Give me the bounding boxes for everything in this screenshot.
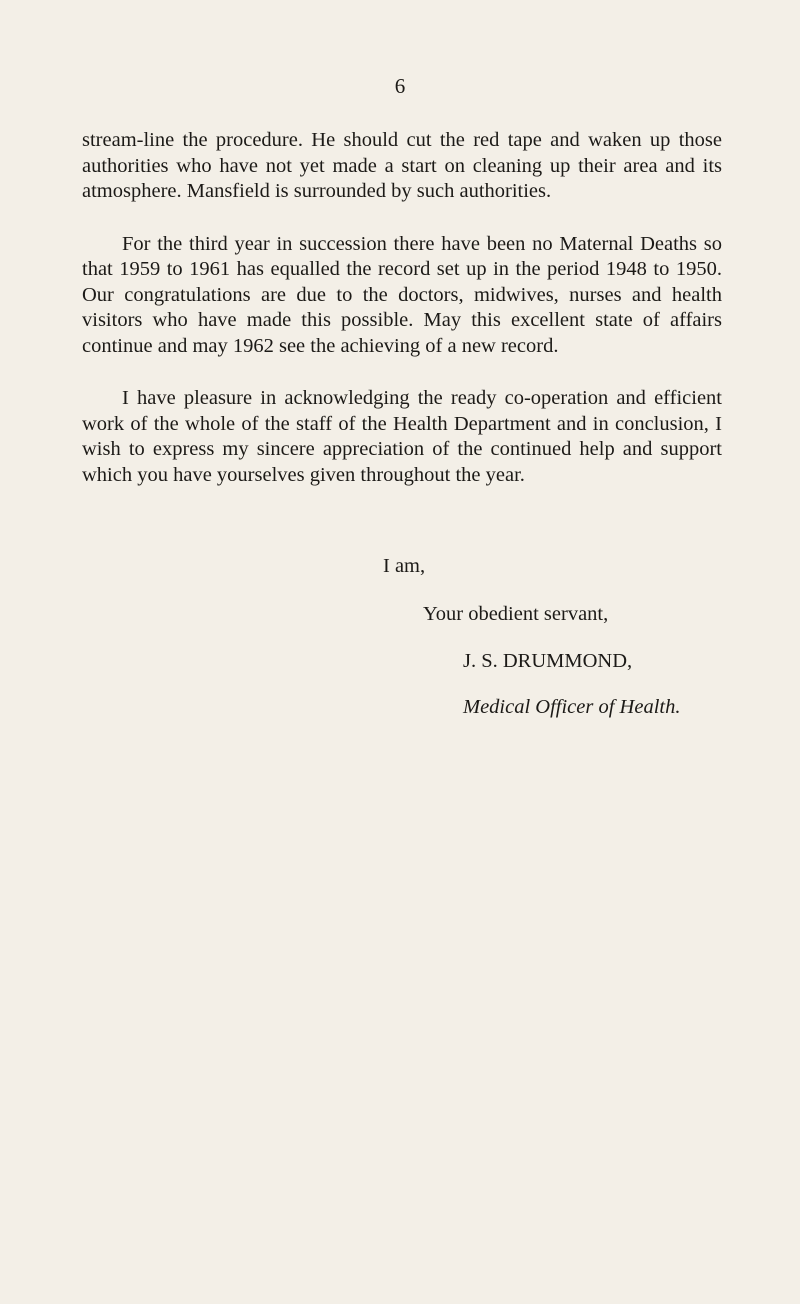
signatory-name: J. S. DRUMMOND, <box>463 650 633 672</box>
page-number: 6 <box>394 74 406 98</box>
paragraph-acknowledgement: I have pleasure in acknowledging the ready co-operation and efficient work of the whole of the staff of the Health Department and in conclusion, I wish to express my sincere appreciation of the continued help and support which you have yourselves given throughout the year. <box>82 387 722 486</box>
paragraph-maternal-deaths: For the third year in succession there have been no Maternal Deaths so that 1959 to 1961 has equalled the record set up in the period 1948 to 1950. Our congratulations are due to the doctors, midwives, nurses and health visitors who have made this possible. May this excellent state of affairs continue and may 1962 see the achieving of a new record. <box>82 232 722 357</box>
letter-body <box>82 128 722 515</box>
closing-salutation: I am, <box>383 555 426 577</box>
signatory-title: Medical Officer of Health. <box>463 696 681 718</box>
paragraph-continuation: stream-line the procedure. He should cut the red tape and waken up those authorities who have not yet made a start on cleaning up their area and its atmosphere. Mansfield is surrounded by such authorities. <box>82 129 722 202</box>
closing-valediction: Your obedient servant, <box>423 603 609 625</box>
